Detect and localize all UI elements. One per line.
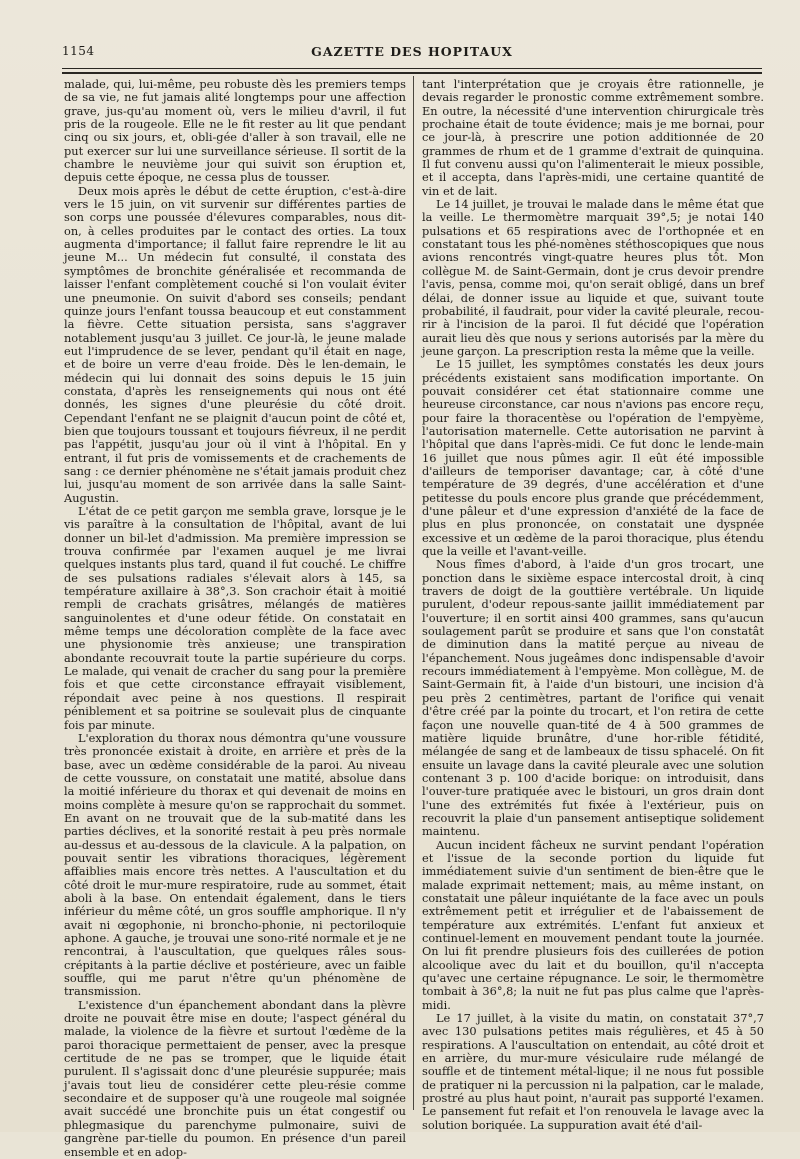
paragraph: L'état de ce petit garçon me sembla grave, lorsque je le vis paraître à la consultation de l'hôpital, avant de lui donner un bil-let d'admission. Ma première impression se trouva confirmée par l'examen auquel je me livrai quelques instants plus tard, quand il fut couché. Le chiffre de ses pulsations radiales s'élevait alors à 145, sa température axillaire à 38°,3. Son crachoir était à moitié rempli de crachats grisâtres, mélangés de matières sanguinolentes et d'une odeur fétide. On constatait en même temps une décoloration complète de la face avec une physionomie très anxieuse; une transpiration abondante recouvrait toute la partie supérieure du corps. Le malade, qui venait de cracher du sang pour la première fois et que cette circonstance effrayait visiblement, répondait avec peine à nos questions. Il respirait péniblement et sa poitrine se soulevait plus de cinquante fois par minute. [64,504,406,732]
header-rule [62,68,762,69]
paragraph: malade, qui, lui-même, peu robuste dès les premiers temps de sa vie, ne fut jamais alité longtemps pour une affection grave, jus-qu'au moment où, vers le milieu d'avril, il fut pris de la rougeole. Elle ne le fit rester au lit que pendant cinq ou six jours, et, obli-gée d'aller à son travail, elle ne put exercer sur lui une surveillance sérieuse. Il sortit de la chambre le neuvième jour qui suivit son éruption et, depuis cette époque, ne cessa plus de tousser. [64,77,406,185]
paragraph: Le 14 juillet, je trouvai le malade dans le même état que la veille. Le thermomètre marquait 39°,5; je notai 140 pulsations et 65 respirations avec de l'orthopnée et en constatant tous les phé-nomènes stéthoscopiques que nous avions rencontrés vingt-quatre heures plus tôt. Mon collègue M. de Saint-Germain, dont je crus devoir prendre l'avis, pensa, comme moi, qu'on serait obligé, dans un bref délai, de donner issue au liquide et que, suivant toute probabilité, il faudrait, pour vider la cavité pleurale, recou-rir à l'incision de la paroi. Il fut décidé que l'opération aurait lieu dès que nous y serions autorisés par la mère du jeune garçon. La prescription resta la même que la veille. [422,197,764,358]
page-header [62,42,762,64]
journal-title: GAZETTE DES HOPITAUX [311,44,513,59]
paragraph: tant l'interprétation que je croyais être rationnelle, je devais regarder le pronostic comme extrêmement sombre. En outre, la nécessité d'une intervention chirurgicale très prochaine était de toute évidence; mais je me bornai, pour ce jour-là, à prescrire une potion additionnée de 20 grammes de rhum et de 1 gramme d'extrait de quinquina. Il fut convenu aussi qu'on l'alimenterait le mieux possible, et il accepta, dans l'après-midi, une certaine quantité de vin et de lait. [422,77,764,198]
page-number: 1154 [62,44,95,58]
paragraph: Le 17 juillet, à la visite du matin, on constatait 37°,7 avec 130 pulsations petites mais régulières, et 45 à 50 respirations. A l'auscultation on entendait, au côté droit et en arrière, du mur-mure vésiculaire rude mélangé de souffle et de tintement métal-lique; il ne nous fut possible de pratiquer ni la percussion ni la palpation, car le malade, prostré au plus haut point, n'aurait pas supporté l'examen. Le pansement fut refait et l'on renouvela le lavage avec la solution boriquée. La suppuration avait été d'ail- [422,1011,764,1132]
paragraph: Deux mois après le début de cette éruption, c'est-à-dire vers le 15 juin, on vit survenir sur différentes parties de son corps une poussée d'élevures comparables, nous dit-on, à celles produites par le contact des orties. La toux augmenta d'importance; il fallut faire reprendre le lit au jeune M... Un médecin fut consulté, il constata des symptômes de bronchite généralisée et recommanda de laisser l'enfant complètement couché si l'on voulait éviter une pneumonie. On suivit d'abord ses conseils; pendant quinze jours l'enfant toussa beaucoup et eut constamment la fièvre. Cette situation persista, sans s'aggraver notablement jusqu'au 3 juillet. Ce jour-là, le jeune malade eut l'imprudence de se lever, pendant qu'il était en nage, et de boire un verre d'eau froide. Dès le len-demain, le médecin qui lui donnait des soins depuis le 15 juin constata, d'après les renseignements qui nous ont été donnés, les signes d'une pleurésie du côté droit. Cependant l'enfant ne se plaignit d'aucun point de côté et, bien que toujours toussant et toujours fiévreux, il ne perdit pas l'appétit, jusqu'au jour où il vint à l'hôpital. En y entrant, il fut pris de vomissements et de crachements de sang : ce dernier phénomène ne s'était jamais produit chez lui, jusqu'au moment de son arrivée dans la salle Saint-Augustin. [64,183,406,505]
header-rule-thick [62,72,762,74]
paragraph: Aucun incident fâcheux ne survint pendant l'opération et l'issue de la seconde portion du liquide fut immédiatement suivie d'un sentiment de bien-être que le malade exprimait nettement; mais, au même instant, on constatait une pâleur inquiétante de la face avec un pouls extrêmement petit et irrégulier et de l'abaissement de température aux extrémités. L'enfant fut anxieux et continuel-lement en mouvement pendant toute la journée. On lui fit prendre plusieurs fois des cuillerées de potion alcoolique avec du lait et du bouillon, qu'il n'accepta qu'avec une certaine répugnance. Le soir, le thermomètre tombait à 36°,8; la nuit ne fut pas plus calme que l'après-midi. [422,837,764,1012]
paragraph: L'existence d'un épanchement abondant dans la plèvre droite ne pouvait être mise en doute; l'aspect général du malade, la violence de la fièvre et surtout l'œdème de la paroi thoracique permettaient de penser, avec la presque certitude de ne pas se tromper, que le liquide était purulent. Il s'agissait donc d'une pleurésie suppurée; mais j'avais tout lieu de considérer cette pleu-résie comme secondaire et de supposer qu'à une rougeole mal soignée avait succédé une bronchite puis un état congestif ou phlegmasique du parenchyme pulmonaire, suivi de gangrène par-tielle du poumon. En présence d'un pareil ensemble et en adop- [64,997,406,1159]
right-column [422,77,764,1132]
paragraph: Le 15 juillet, les symptômes constatés les deux jours précédents existaient sans modification importante. On pouvait considérer cet état stationnaire comme une heureuse circonstance, car nous n'avions pas encore reçu, pour faire la thoracentèse ou l'opération de l'empyème, l'autorisation maternelle. Cette autorisation ne parvint à l'hôpital que dans l'après-midi. Ce fut donc le lende-main 16 juillet que nous pûmes agir. Il eût été impossible d'ailleurs de temporiser davantage; car, à côté d'une température de 39 degrés, d'une accélération et d'une petitesse du pouls encore plus grande que précédemment, d'une pâleur et d'une expression d'anxiété de la face de plus en plus prononcée, on constatait une dyspnée excessive et un œdème de la paroi thoracique, plus étendu que la veille et l'avant-veille. [422,357,764,559]
paragraph: Nous fîmes d'abord, à l'aide d'un gros trocart, une ponction dans le sixième espace intercostal droit, à cinq travers de doigt de la gouttière vertébrale. Un liquide purulent, d'odeur repous-sante jaillit immédiatement par l'ouverture; il en sortit ainsi 400 grammes, sans qu'aucun soulagement parût se produire et sans que l'on constatât de diminution dans la matité perçue au niveau de l'épanchement. Nous jugeâmes donc indispensable d'avoir recours immédiatement à l'empyème. Mon collègue, M. de Saint-Germain fit, à l'aide d'un bistouri, une incision d'à peu près 2 centimètres, partant de l'orifice qui venait d'être créé par la pointe du trocart, et l'on retira de cette façon une nouvelle quan-tité de 4 à 500 grammes de matière liquide brunâtre, d'une hor-rible fétidité, mélangée de sang et de lambeaux de tissu sphacelé. On fit ensuite un lavage dans la cavité pleurale avec une solution contenant 3 p. 100 d'acide borique: on introduisit, dans l'ouver-ture pratiquée avec le bistouri, un gros drain dont l'une des extrémités fut fixée à l'extérieur, puis on recouvrit la plaie d'un pansement antiseptique solidement maintenu. [422,557,764,839]
left-column [64,77,406,1159]
column-divider [413,76,414,1110]
paragraph: L'exploration du thorax nous démontra qu'une voussure très prononcée existait à droite, en arrière et près de la base, avec un œdème considérable de la paroi. Au niveau de cette voussure, on constatait une matité, absolue dans la moitié inférieure du thorax et qui devenait de moins en moins complète à mesure qu'on se rapprochait du sommet. En avant on ne trouvait que de la sub-matité dans les parties déclives, et la sonorité restait à peu près normale au-dessus et au-dessous de la clavicule. A la palpation, on pouvait sentir les vibrations thoraciques, légèrement affaiblies mais encore très nettes. A l'auscultation et du côté droit le mur-mure respiratoire, rude au sommet, était aboli à la base. On entendait également, dans le tiers inférieur du même côté, un gros souffle amphorique. Il n'y avait ni œgophonie, ni broncho-phonie, ni pectoriloquie aphone. A gauche, je trouvai une sono-rité normale et je ne rencontrai, à l'auscultation, que quelques râles sous-crépitants à la partie déclive et postérieure, avec un faible souffle, qui me parut n'être qu'un phénomène de transmission. [64,730,406,999]
